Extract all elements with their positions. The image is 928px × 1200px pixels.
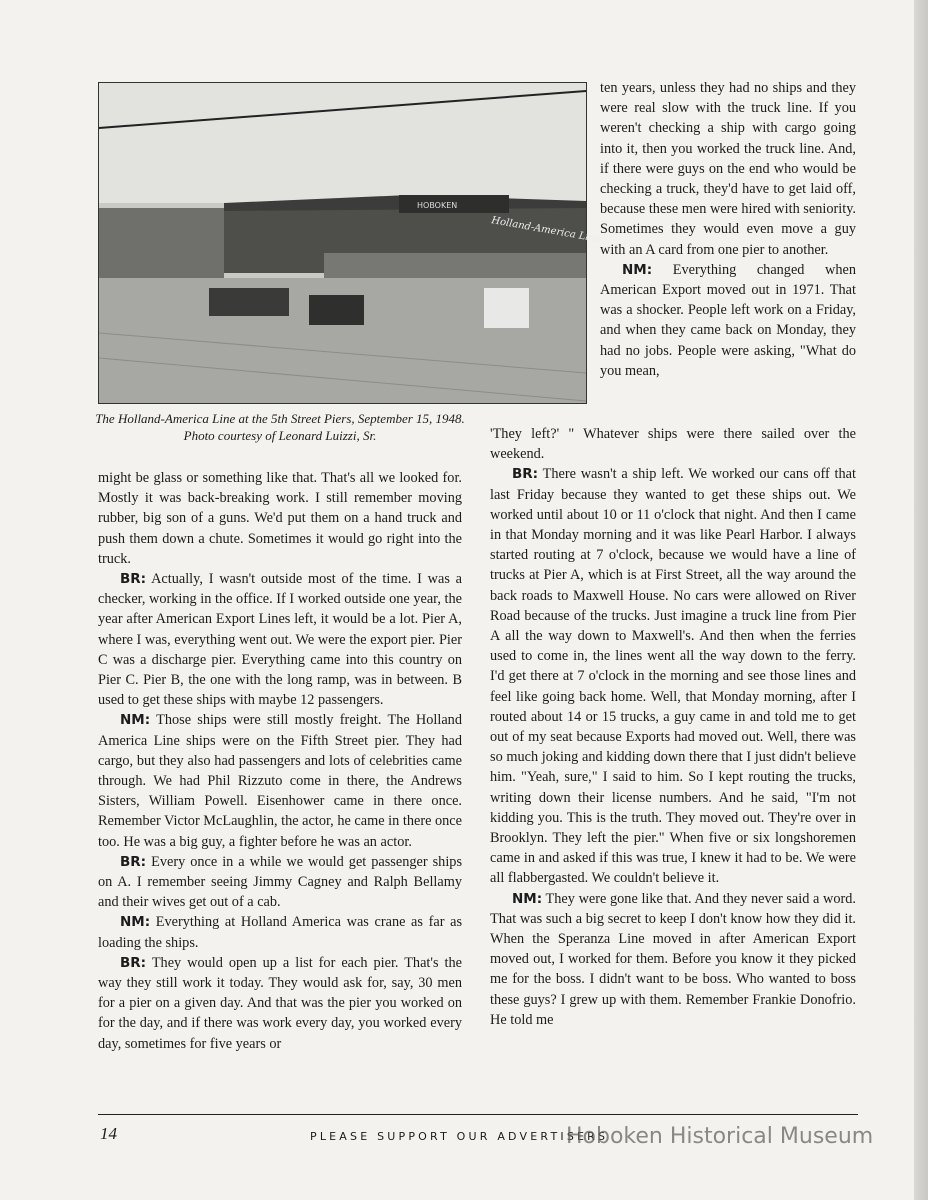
historic-photo [98,82,602,404]
paragraph-text: Everything changed when American Export moved out in 1971. That was a shocker. People left work on a Friday, and when they came back on Monday, they had no jobs. People were asking, "What do you mean, [600,261,856,379]
speaker-label: BR: [120,853,147,870]
paragraph-text: 'They left?' " Whatever ships were there sailed over the weekend. [490,426,856,463]
speaker-label: NM: [120,712,151,729]
speaker-label: BR: [512,466,539,483]
paragraph [98,468,462,569]
paragraph [600,260,856,381]
paragraph-text: Actually, I wasn't outside most of the time. I was a checker, working in the office. If I worked outside one year, the year after American Export Lines left, it would be a lot. Pier A, where I was, everything went out. We were the export pier. Pier C was a discharge pier. Everything came into this country on Pier C. Pier B, the one with the long ramp, was in between. B used to get these ships with maybe 12 passengers. [98,571,462,709]
column-right-bottom [490,424,856,1030]
paragraph-text: Every once in a while we would get passenger ships on A. I remember seeing Jimmy Cagney and Ralph Bellamy and their wives get out of a cab. [98,853,463,911]
paragraph-text: Those ships were still mostly freight. The Holland America Line ships were on the Fifth Street pier. They had cargo, but they also had passengers and lots of celebrities came through. We had Phil Rizzuto come in there, the Andrews Sisters, William Powell. Eisenhower came in there once. Remember Victor McLaughlin, the actor, he came in there once too. He was a big guy, a fighter before he was an actor. [98,712,462,850]
paragraph [98,569,462,710]
photo-caption: The Holland-America Line at the 5th Street Piers, September 15, 1948. Photo courtesy of Leonard Luizzi, Sr. [95,411,465,443]
photo-sign-main: Holland-America Line [490,215,602,246]
watermark: Hoboken Historical Museum [566,1124,874,1149]
speaker-label: NM: [120,914,151,931]
paragraph-text: They would open up a list for each pier. That's the way they still work it today. They would ask for, say, 30 men for a pier on a given day. And that was the pier you worked on for the day, and if there was work every day, you worked every day, sometimes for five years or [98,954,462,1052]
footer-rule [98,1114,858,1115]
paragraph [490,464,856,888]
paragraph [490,889,856,1030]
paragraph [600,78,856,260]
photo-sign-top: HOBOKEN [417,201,458,210]
paragraph-text: Everything at Holland America was crane as far as loading the ships. [98,914,463,951]
column-right-top [600,78,856,381]
paragraph-text: ten years, unless they had no ships and they were real slow with the truck line. If you weren't checking a ship with cargo going into it, then you worked the truck line. And, if there were guys on the end who would be checking a truck, they'd have to get laid off, because these men were hired with seniority. Sometimes they would even move a guy with an A card from one pier to another. [600,80,856,258]
page-edge [914,0,928,1200]
paragraph [98,710,462,851]
paragraph-text: They were gone like that. And they never said a word. That was such a big secret to keep I don't know how they did it. When the Speranza Line moved in after American Export moved out, I worked for them. Before you know it they picked me for the boss. I didn't want to be boss. Who wanted to boss these guys? I grew up with them. Remember Frankie Donofrio. He told me [490,890,856,1028]
speaker-label: NM: [622,261,653,278]
paragraph [490,424,856,464]
speaker-label: NM: [512,890,543,907]
speaker-label: BR: [120,571,147,588]
paragraph [98,953,462,1054]
speaker-label: BR: [120,954,147,971]
column-left [98,468,462,1054]
paragraph-text: might be glass or something like that. That's all we looked for. Mostly it was back-breaking work. I still remember moving rubber, big son of a guns. We'd put them on a hand truck and push them down a chute. Sometimes it would go right into the truck. [98,470,462,567]
paragraph [98,912,462,952]
paragraph [98,852,462,913]
footer-text: PLEASE SUPPORT OUR ADVERTISERS [310,1130,609,1143]
page-number: 14 [100,1124,117,1143]
paragraph-text: There wasn't a ship left. We worked our cans off that last Friday because they wanted to get these ships out. We worked until about 10 or 11 o'clock that night. And then I came in that Monday morning and it was like Pearl Harbor. I always started routing at 7 o'clock, because we would have a line of trucks at Pier A, which is at First Street, all the way around the back roads to Maxwell House. No cars were allowed on River Road because of the trucks. Just imagine a truck line from Pier A all the way down to Maxwell's. And then when the ferries used to come in, the lines went all the way down to the ferry. I'd get there at 7 o'clock in the morning and see those lines and feel like going back home. Well, that Monday morning, after I routed about 14 or 15 trucks, a guy came in and told me to get out of my seat because Exports had moved out. Well, there was so much joking and kidding down there that I just didn't believe him. "Yeah, sure," I said to him. So I kept routing the trucks, writing down their license numbers. And he said, "I'm not kidding you. This is the truth. They moved out. They're over in Brooklyn. They left the pier." When five or six longshoremen came in and asked if this was true, I knew it had to be. We were all flabbergasted. We couldn't believe it. [490,466,856,887]
